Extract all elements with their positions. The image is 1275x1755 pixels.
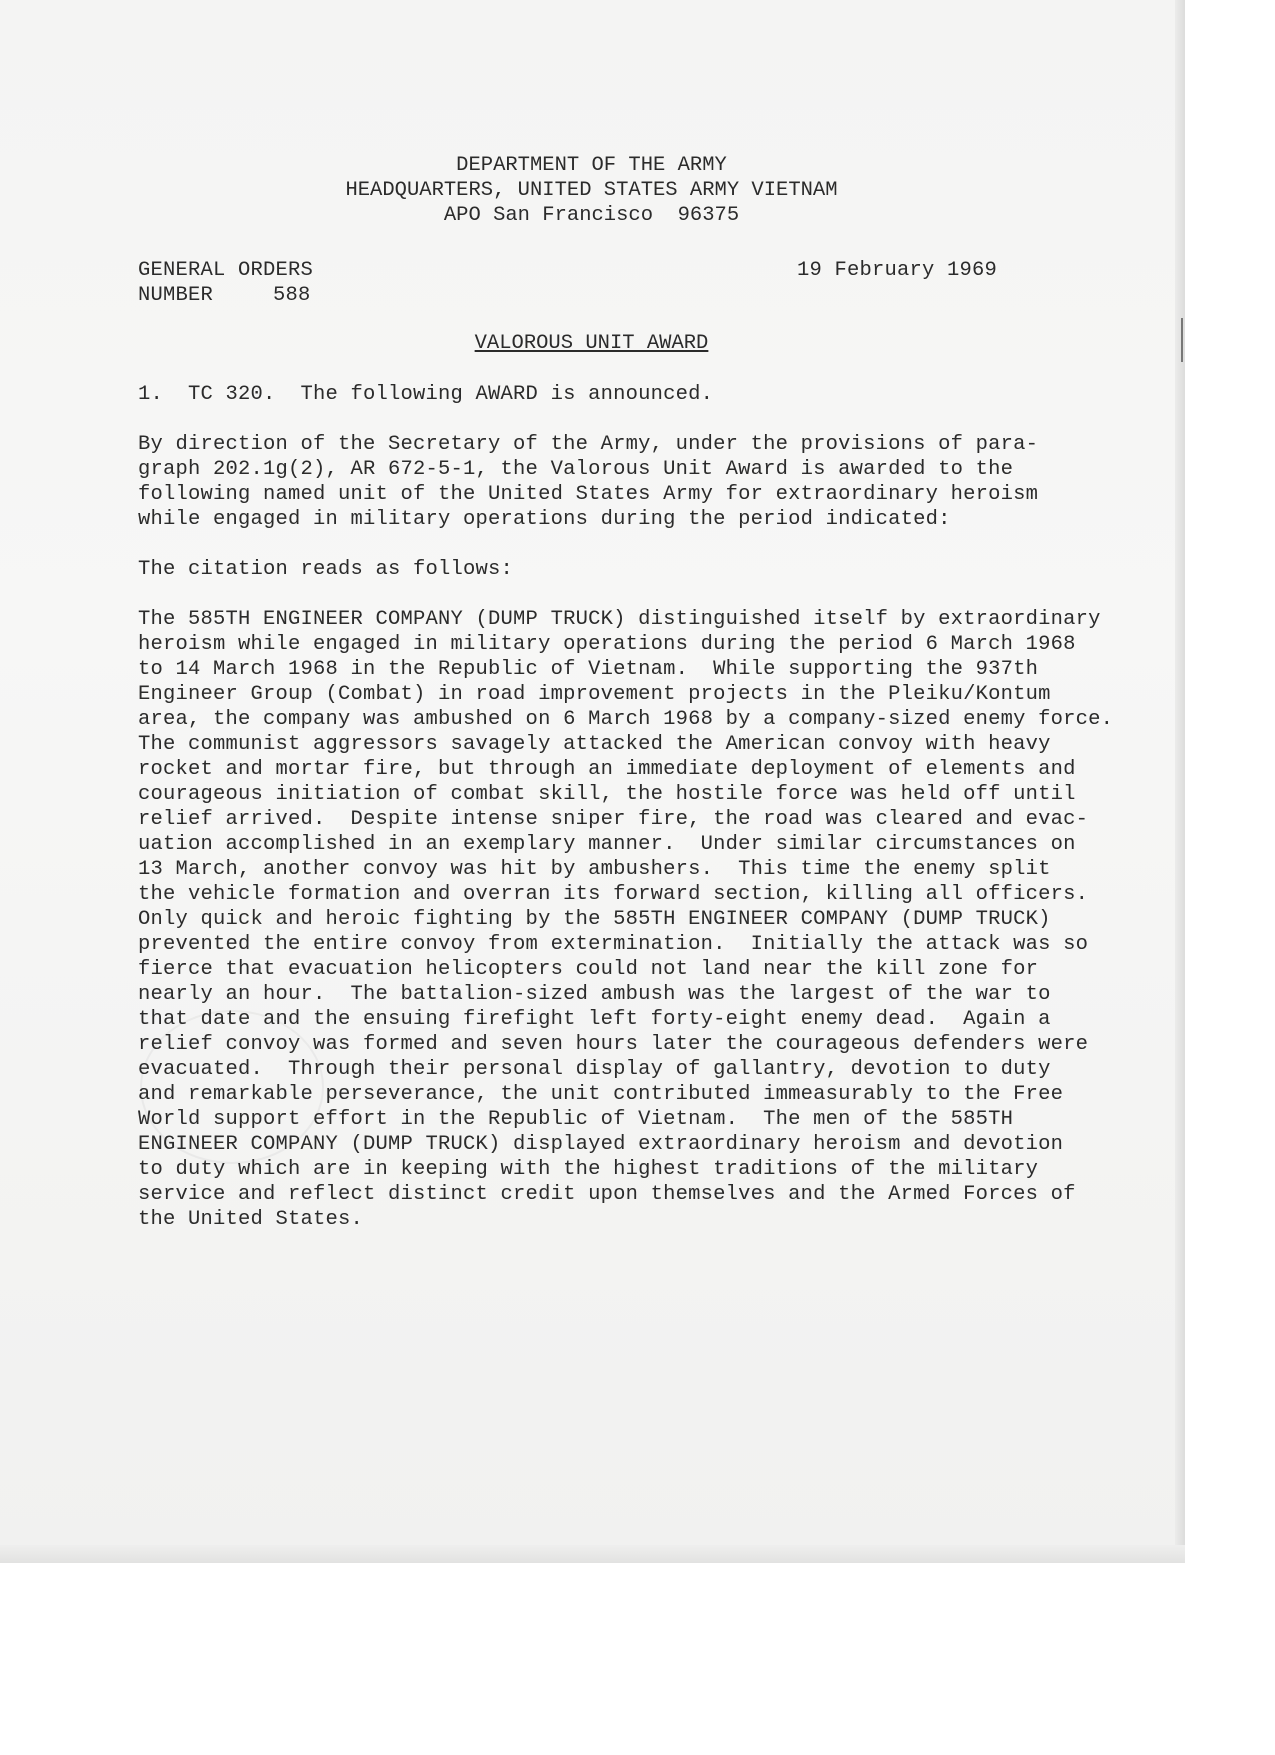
citation-line: fierce that evacuation helicopters could not land near the kill zone for bbox=[138, 958, 1039, 981]
citation-line: Only quick and heroic fighting by the 585TH ENGINEER COMPANY (DUMP TRUCK) bbox=[138, 908, 1051, 931]
number-label: NUMBER bbox=[138, 284, 214, 307]
citation-line: evacuated. Through their personal display of gallantry, devotion to duty bbox=[138, 1058, 1051, 1081]
citation-line: The communist aggressors savagely attacked the American convoy with heavy bbox=[138, 733, 1051, 756]
paragraph-line: while engaged in military operations during the period indicated: bbox=[138, 508, 951, 531]
citation-line: prevented the entire convoy from extermination. Initially the attack was so bbox=[138, 933, 1089, 956]
page-bottom-edge bbox=[0, 1545, 1185, 1563]
citation-line: courageous initiation of combat skill, the hostile force was held off until bbox=[138, 783, 1076, 806]
citation-line: 13 March, another convoy was hit by ambushers. This time the enemy split bbox=[138, 858, 1051, 881]
page-right-edge bbox=[1175, 0, 1185, 1562]
citation-line: nearly an hour. The battalion-sized ambush was the largest of the war to bbox=[138, 983, 1051, 1006]
citation-line: Engineer Group (Combat) in road improvement projects in the Pleiku/Kontum bbox=[138, 683, 1051, 706]
citation-line: relief convoy was formed and seven hours later the courageous defenders were bbox=[138, 1033, 1089, 1056]
citation-line: The 585TH ENGINEER COMPANY (DUMP TRUCK) distinguished itself by extraordinary bbox=[138, 608, 1101, 631]
header-apo: APO San Francisco 96375 bbox=[443, 204, 740, 227]
order-date: 19 February 1969 bbox=[797, 259, 998, 282]
announcement-line: 1. TC 320. The following AWARD is announced. bbox=[138, 383, 714, 406]
citation-line: relief arrived. Despite intense sniper fire, the road was cleared and evac- bbox=[138, 808, 1089, 831]
citation-line: the United States. bbox=[138, 1208, 364, 1231]
citation-line: the vehicle formation and overran its forward section, killing all officers. bbox=[138, 883, 1089, 906]
citation-line: uation accomplished in an exemplary manner. Under similar circumstances on bbox=[138, 833, 1076, 856]
header-department: DEPARTMENT OF THE ARMY bbox=[456, 154, 727, 177]
citation-line: and remarkable perseverance, the unit contributed immeasurably to the Free bbox=[138, 1083, 1064, 1106]
citation-line: heroism while engaged in military operations during the period 6 March 1968 bbox=[138, 633, 1076, 656]
paragraph-line: following named unit of the United States Army for extraordinary heroism bbox=[138, 483, 1039, 506]
header-headquarters: HEADQUARTERS, UNITED STATES ARMY VIETNAM bbox=[345, 179, 838, 202]
citation-line: World support effort in the Republic of Vietnam. The men of the 585TH bbox=[138, 1108, 1014, 1131]
citation-line: to duty which are in keeping with the highest traditions of the military bbox=[138, 1158, 1039, 1181]
award-title: VALOROUS UNIT AWARD bbox=[474, 332, 709, 355]
citation-line: area, the company was ambushed on 6 March 1968 by a company-sized enemy force. bbox=[138, 708, 1114, 731]
general-orders-label: GENERAL ORDERS bbox=[138, 259, 314, 282]
citation-intro: The citation reads as follows: bbox=[138, 558, 514, 581]
citation-line: that date and the ensuing firefight left forty-eight enemy dead. Again a bbox=[138, 1008, 1051, 1031]
paragraph-line: graph 202.1g(2), AR 672-5-1, the Valorous Unit Award is awarded to the bbox=[138, 458, 1014, 481]
paragraph-line: By direction of the Secretary of the Army, under the provisions of para- bbox=[138, 433, 1039, 456]
citation-line: to 14 March 1968 in the Republic of Vietnam. While supporting the 937th bbox=[138, 658, 1039, 681]
citation-line: service and reflect distinct credit upon themselves and the Armed Forces of bbox=[138, 1183, 1076, 1206]
citation-line: rocket and mortar fire, but through an immediate deployment of elements and bbox=[138, 758, 1076, 781]
order-number: 588 bbox=[273, 284, 311, 307]
citation-line: ENGINEER COMPANY (DUMP TRUCK) displayed extraordinary heroism and devotion bbox=[138, 1133, 1064, 1156]
